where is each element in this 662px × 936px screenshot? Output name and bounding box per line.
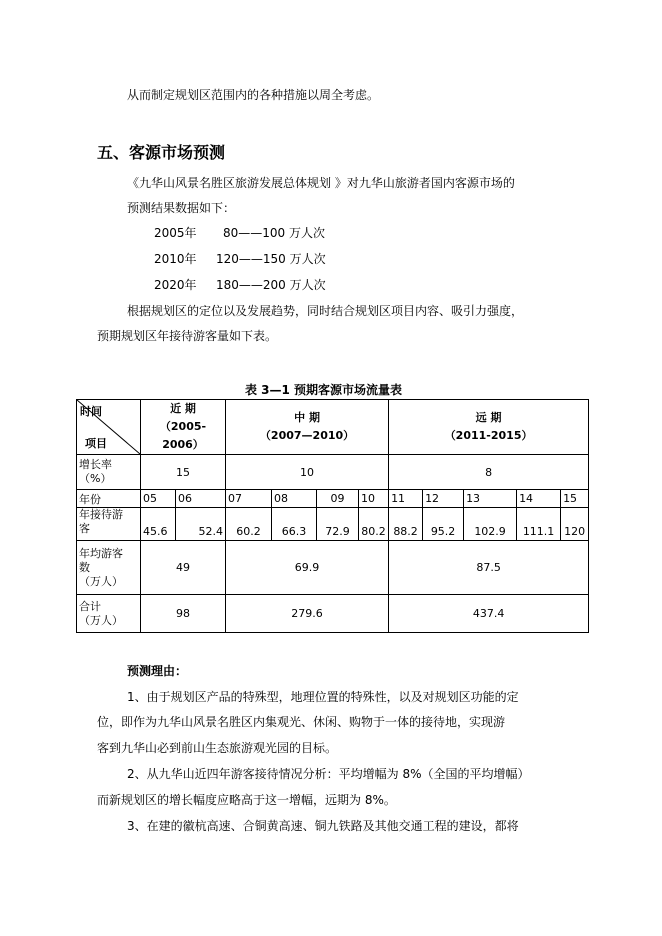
row-label: 年份 (77, 490, 141, 508)
row-label-line: （%） (79, 472, 112, 485)
row-label (77, 541, 141, 595)
visitor-cell: 80.2 (359, 508, 389, 541)
row-label (77, 508, 141, 541)
forecast-year: 2020年 (154, 278, 197, 292)
forecast-range: 180——200 万人次 (216, 278, 326, 292)
row-label (77, 455, 141, 490)
total-cell: 98 (141, 595, 226, 633)
visitor-flow-table (76, 399, 589, 633)
year-cell: 07 (226, 490, 272, 508)
visitor-cell: 72.9 (317, 508, 359, 541)
row-label-line: 数 (79, 560, 90, 574)
period-name: 远 期 (475, 411, 502, 424)
reason-line: 1、由于规划区产品的特殊型，地理位置的特殊性，以及对规划区功能的定 (127, 690, 519, 704)
period-header-mid (226, 400, 389, 455)
reason-line: 2、从九华山近四年游客接待情况分析：平均增幅为 8%（全国的平均增幅） (127, 767, 530, 781)
year-cell: 13 (464, 490, 517, 508)
row-label-line: 合计 (79, 599, 101, 613)
year-cell: 08 (272, 490, 317, 508)
growth-cell: 10 (226, 455, 389, 490)
year-cell: 10 (359, 490, 389, 508)
year-cell: 15 (561, 490, 589, 508)
forecast-year: 2010年 (154, 252, 197, 266)
visitor-cell: 102.9 (464, 508, 517, 541)
row-label (77, 595, 141, 633)
paragraph-line: 预测结果数据如下： (127, 201, 236, 215)
period-range: （2005-2006） (159, 420, 207, 451)
visitor-cell: 88.2 (389, 508, 423, 541)
period-name: 近 期 (170, 402, 196, 415)
reason-line: 而新规划区的增长幅度应略高于这一增幅，远期为 8%。 (97, 793, 396, 807)
visitor-cell: 66.3 (272, 508, 317, 541)
period-header-far (389, 400, 589, 455)
total-cell: 279.6 (226, 595, 389, 633)
paragraph-line: 预期规划区年接待游客量如下表。 (97, 329, 278, 343)
total-row (77, 595, 589, 633)
period-header-near (141, 400, 226, 455)
period-range: （2011-2015） (444, 429, 533, 442)
reason-line: 客到九华山必到前山生态旅游观光园的目标。 (97, 741, 338, 755)
average-visitors-row (77, 541, 589, 595)
row-label-line: 年接待游 (79, 508, 123, 521)
corner-item-label: 项目 (85, 437, 107, 450)
forecast-range: 120——150 万人次 (216, 252, 326, 266)
reason-line: 位，即作为九华山风景名胜区内集观光、休闲、购物于一体的接待地，实现游 (97, 715, 506, 729)
visitor-cell: 52.4 (176, 508, 226, 541)
corner-time-label: 时间 (80, 405, 102, 418)
intro-line: 从而制定规划区范围内的各种措施以周全考虑。 (127, 88, 380, 102)
year-cell: 06 (176, 490, 226, 508)
paragraph-line: 《九华山风景名胜区旅游发展总体规划 》对九华山旅游者国内客源市场的 (127, 176, 515, 190)
row-label-line: （万人） (79, 574, 123, 588)
forecast-year: 2005年 (154, 226, 197, 240)
corner-header-cell (77, 400, 141, 455)
period-range: （2007—2010） (259, 429, 355, 442)
visitor-cell: 111.1 (517, 508, 561, 541)
year-cell: 14 (517, 490, 561, 508)
year-cell: 11 (389, 490, 423, 508)
row-label-line: 客 (79, 522, 90, 535)
forecast-range: 80——100 万人次 (223, 226, 325, 240)
row-label-line: （万人） (79, 613, 123, 627)
visitor-cell: 45.6 (141, 508, 176, 541)
table-caption: 表 3—1 预期客源市场流量表 (245, 383, 403, 397)
growth-cell: 15 (141, 455, 226, 490)
total-cell: 437.4 (389, 595, 589, 633)
row-label-line: 年均游客 (79, 546, 123, 560)
year-cell: 09 (317, 490, 359, 508)
year-row (77, 490, 589, 508)
average-cell: 87.5 (389, 541, 589, 595)
average-cell: 49 (141, 541, 226, 595)
growth-cell: 8 (389, 455, 589, 490)
visitor-cell: 60.2 (226, 508, 272, 541)
visitor-cell: 120 (561, 508, 589, 541)
table-header-row (77, 400, 589, 455)
reason-line: 3、在建的徽杭高速、合铜黄高速、铜九铁路及其他交通工程的建设，都将 (127, 819, 519, 833)
section-heading: 五、客源市场预测 (97, 143, 226, 162)
paragraph-line: 根据规划区的定位以及发展趋势，同时结合规划区项目内容、吸引力强度， (127, 304, 524, 318)
period-name: 中 期 (294, 411, 320, 424)
visitor-cell: 95.2 (423, 508, 464, 541)
growth-rate-row (77, 455, 589, 490)
annual-visitors-row (77, 508, 589, 541)
row-label-line: 增长率 (79, 458, 112, 471)
year-cell: 05 (141, 490, 176, 508)
reasons-title: 预测理由： (127, 664, 188, 678)
average-cell: 69.9 (226, 541, 389, 595)
year-cell: 12 (423, 490, 464, 508)
